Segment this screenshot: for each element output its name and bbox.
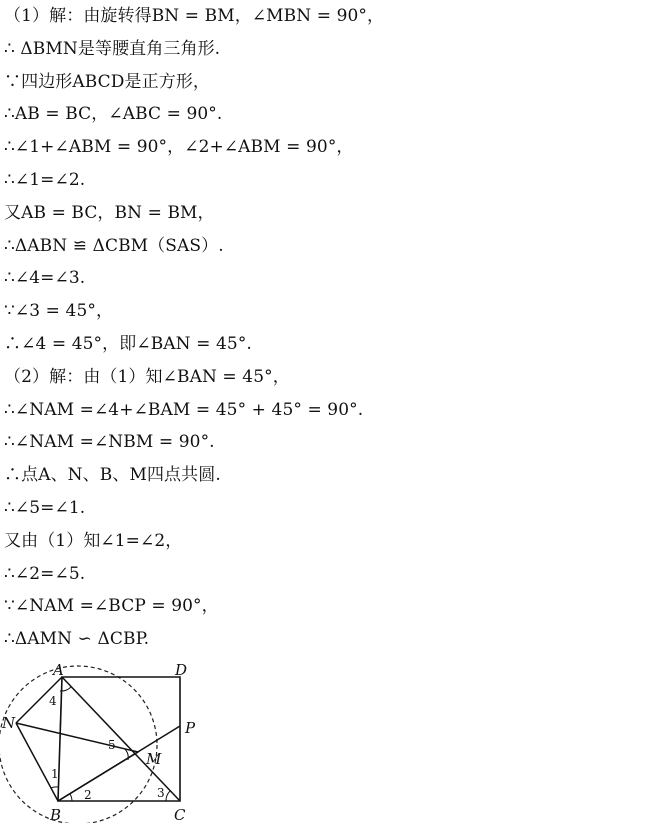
angle-label-1: 1 [51, 767, 59, 781]
line-text: ∴ΔAMN ∽ ΔCBP. [4, 629, 150, 650]
angle-label-3: 3 [157, 786, 165, 800]
solution-line [4, 98, 644, 131]
line-text: ∵四边形ABCD是正方形， [4, 71, 211, 92]
solution-line [4, 295, 644, 328]
line-text: ∵∠NAM =∠BCP = 90°， [4, 596, 219, 617]
angle-arc-2 [70, 794, 72, 801]
solution-line [4, 558, 644, 591]
angle-label-2: 2 [84, 788, 92, 802]
solution-line [4, 262, 644, 295]
line-text: ∴∠NAM =∠4+∠BAM = 45° + 45° = 90°. [4, 399, 364, 420]
solution-line [4, 623, 644, 656]
line-text: ∴∠1=∠2. [4, 169, 86, 190]
point-label-a: A [53, 661, 64, 679]
line-text: ∴点A、N、B、M四点共圆. [4, 465, 221, 486]
solution-line [4, 492, 644, 525]
segment-ac [62, 677, 180, 801]
line-text: ∴∠4=∠3. [4, 268, 86, 289]
point-label-n: N [2, 714, 16, 732]
line-text: 又由（1）知∠1=∠2， [4, 530, 183, 551]
line-text: ∴∠4 = 45°，即∠BAN = 45°. [4, 333, 252, 354]
point-label-d: D [175, 661, 188, 679]
point-label-b: B [50, 806, 62, 823]
solution-line [4, 33, 644, 66]
line-text: ∴∠NAM =∠NBM = 90°. [4, 432, 215, 453]
solution-line [4, 66, 644, 99]
solution-line [4, 394, 644, 427]
angle-label-4: 4 [49, 694, 57, 708]
point-label-p: P [185, 719, 196, 737]
angle-arc-3 [166, 791, 170, 801]
angle-label-5: 5 [108, 738, 116, 752]
segment-nb [16, 723, 58, 801]
point-label-c: C [174, 806, 186, 823]
line-text: ∴∠1+∠ABM = 90°，∠2+∠ABM = 90°， [4, 137, 354, 158]
line-text: ∵∠3 = 45°， [4, 301, 114, 322]
solution-line [4, 525, 644, 558]
solution-line [4, 197, 644, 230]
line-text: ∴ ΔBMN是等腰直角三角形. [4, 38, 221, 59]
line-text: ∴AB = BC，∠ABC = 90°. [4, 104, 223, 125]
line-text: ∴ΔABN ≌ ΔCBM（SAS）. [4, 235, 224, 256]
line-text: 又AB = BC，BN = BM， [4, 202, 215, 223]
solution-line [4, 328, 644, 361]
line-text: （1）解：由旋转得BN = BM，∠MBN = 90°， [4, 6, 385, 26]
solution-line [4, 230, 644, 263]
solution-line [4, 590, 644, 623]
solution-line [4, 131, 644, 164]
solution-line [4, 426, 644, 459]
solution-line [4, 0, 644, 33]
line-text: ∴∠5=∠1. [4, 497, 86, 518]
solution-line [4, 164, 644, 197]
solution-line [4, 459, 644, 492]
point-label-m: M [146, 750, 162, 768]
dashed-circle [0, 666, 157, 823]
angle-arc-1 [51, 787, 58, 788]
geometry-figure [0, 660, 210, 823]
solution-text [4, 0, 644, 656]
line-text: ∴∠2=∠5. [4, 563, 86, 584]
line-text: （2）解：由（1）知∠BAN = 45°， [4, 366, 290, 387]
solution-line [4, 361, 644, 394]
